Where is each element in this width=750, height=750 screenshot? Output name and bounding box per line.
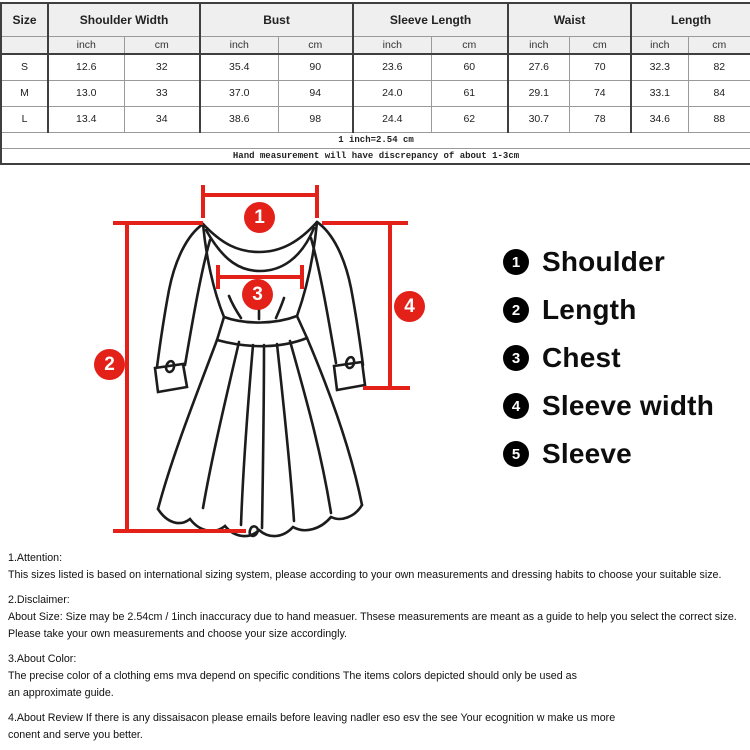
unit-cell-empty [1, 36, 48, 54]
value-cell: 32 [124, 54, 200, 80]
section-text: 4.About Review If there is any dissaisacon please emails before leaving nadler eso esv the see Your ecognition w make us more [8, 712, 616, 724]
value-cell: 27.6 [508, 54, 569, 80]
value-cell: 13.4 [48, 106, 124, 132]
unit-cell: inch [48, 36, 124, 54]
table-row-m [1, 80, 750, 106]
value-cell: 35.4 [200, 54, 278, 80]
section-about-color [8, 651, 750, 702]
legend-item-length [503, 295, 714, 325]
unit-cell: inch [353, 36, 431, 54]
legend-item-shoulder [503, 247, 714, 277]
legend-label: Chest [542, 342, 621, 373]
value-cell: 34 [124, 106, 200, 132]
value-cell: 60 [431, 54, 508, 80]
table-note-row [1, 148, 750, 164]
note-inch-conversion: 1 inch=2.54 cm [1, 132, 750, 148]
legend-item-chest [503, 343, 714, 373]
column-header-bust: Bust [200, 3, 353, 36]
section-text: About Size: Size may be 2.54cm / 1inch inaccuracy due to hand measuer. Thsese measurements are meant as a guide to help you select the correct size. [8, 611, 737, 623]
size-label: M [1, 80, 48, 106]
section-text: Please take your own measurements and choose your size accordingly. [8, 628, 348, 640]
legend-item-sleeve [503, 439, 714, 469]
value-cell: 24.4 [353, 106, 431, 132]
section-heading: 3.About Color: [8, 653, 77, 665]
value-cell: 94 [278, 80, 353, 106]
table-header-row [1, 3, 750, 36]
section-disclaimer [8, 592, 750, 643]
table-row-l [1, 106, 750, 132]
column-header-sleeve-length: Sleeve Length [353, 3, 508, 36]
value-cell: 62 [431, 106, 508, 132]
column-header-size: Size [1, 3, 48, 36]
marker-2-length: 2 [94, 349, 125, 380]
footer-notes [8, 550, 750, 750]
section-heading: 2.Disclaimer: [8, 594, 70, 606]
value-cell: 37.0 [200, 80, 278, 106]
column-header-length: Length [631, 3, 750, 36]
column-header-shoulder-width: Shoulder Width [48, 3, 200, 36]
legend-number-badge: 5 [503, 441, 529, 467]
size-table [0, 2, 750, 165]
value-cell: 82 [688, 54, 750, 80]
value-cell: 29.1 [508, 80, 569, 106]
legend-number-badge: 4 [503, 393, 529, 419]
value-cell: 23.6 [353, 54, 431, 80]
table-note-row [1, 132, 750, 148]
value-cell: 90 [278, 54, 353, 80]
value-cell: 33.1 [631, 80, 688, 106]
legend-label: Sleeve [542, 438, 632, 469]
size-label: L [1, 106, 48, 132]
unit-cell: cm [688, 36, 750, 54]
note-measurement-discrepancy: Hand measurement will have discrepancy of about 1-3cm [1, 148, 750, 164]
value-cell: 61 [431, 80, 508, 106]
dress-illustration [155, 222, 365, 536]
section-text: The precise color of a clothing ems mva depend on specific conditions The items colors depicted should only be used as [8, 670, 577, 682]
marker-4-sleeve-width: 4 [394, 291, 425, 322]
section-heading: 1.Attention: [8, 552, 63, 564]
section-text: conent and serve you better. [8, 729, 143, 741]
value-cell: 34.6 [631, 106, 688, 132]
value-cell: 32.3 [631, 54, 688, 80]
section-attention [8, 550, 750, 584]
size-label: S [1, 54, 48, 80]
legend-number-badge: 1 [503, 249, 529, 275]
measurement-legend [503, 247, 714, 487]
unit-cell: cm [569, 36, 631, 54]
value-cell: 12.6 [48, 54, 124, 80]
unit-cell: inch [508, 36, 569, 54]
legend-number-badge: 3 [503, 345, 529, 371]
value-cell: 74 [569, 80, 631, 106]
legend-number-badge: 2 [503, 297, 529, 323]
table-row-s [1, 54, 750, 80]
legend-item-sleeve-width [503, 391, 714, 421]
value-cell: 30.7 [508, 106, 569, 132]
legend-label: Length [542, 294, 637, 325]
value-cell: 33 [124, 80, 200, 106]
unit-cell: inch [200, 36, 278, 54]
value-cell: 78 [569, 106, 631, 132]
legend-label: Shoulder [542, 246, 665, 277]
value-cell: 70 [569, 54, 631, 80]
unit-cell: cm [431, 36, 508, 54]
unit-cell: cm [278, 36, 353, 54]
unit-cell: inch [631, 36, 688, 54]
value-cell: 13.0 [48, 80, 124, 106]
marker-1-shoulder: 1 [244, 202, 275, 233]
table-unit-row [1, 36, 750, 54]
section-about-review [8, 710, 750, 744]
marker-3-chest: 3 [242, 279, 273, 310]
value-cell: 88 [688, 106, 750, 132]
unit-cell: cm [124, 36, 200, 54]
section-text: This sizes listed is based on international sizing system, please according to your own measurements and dressing habits to choose your suitable size. [8, 569, 722, 581]
value-cell: 24.0 [353, 80, 431, 106]
value-cell: 38.6 [200, 106, 278, 132]
value-cell: 84 [688, 80, 750, 106]
value-cell: 98 [278, 106, 353, 132]
column-header-waist: Waist [508, 3, 631, 36]
legend-label: Sleeve width [542, 390, 715, 421]
section-text: an approximate guide. [8, 687, 114, 699]
